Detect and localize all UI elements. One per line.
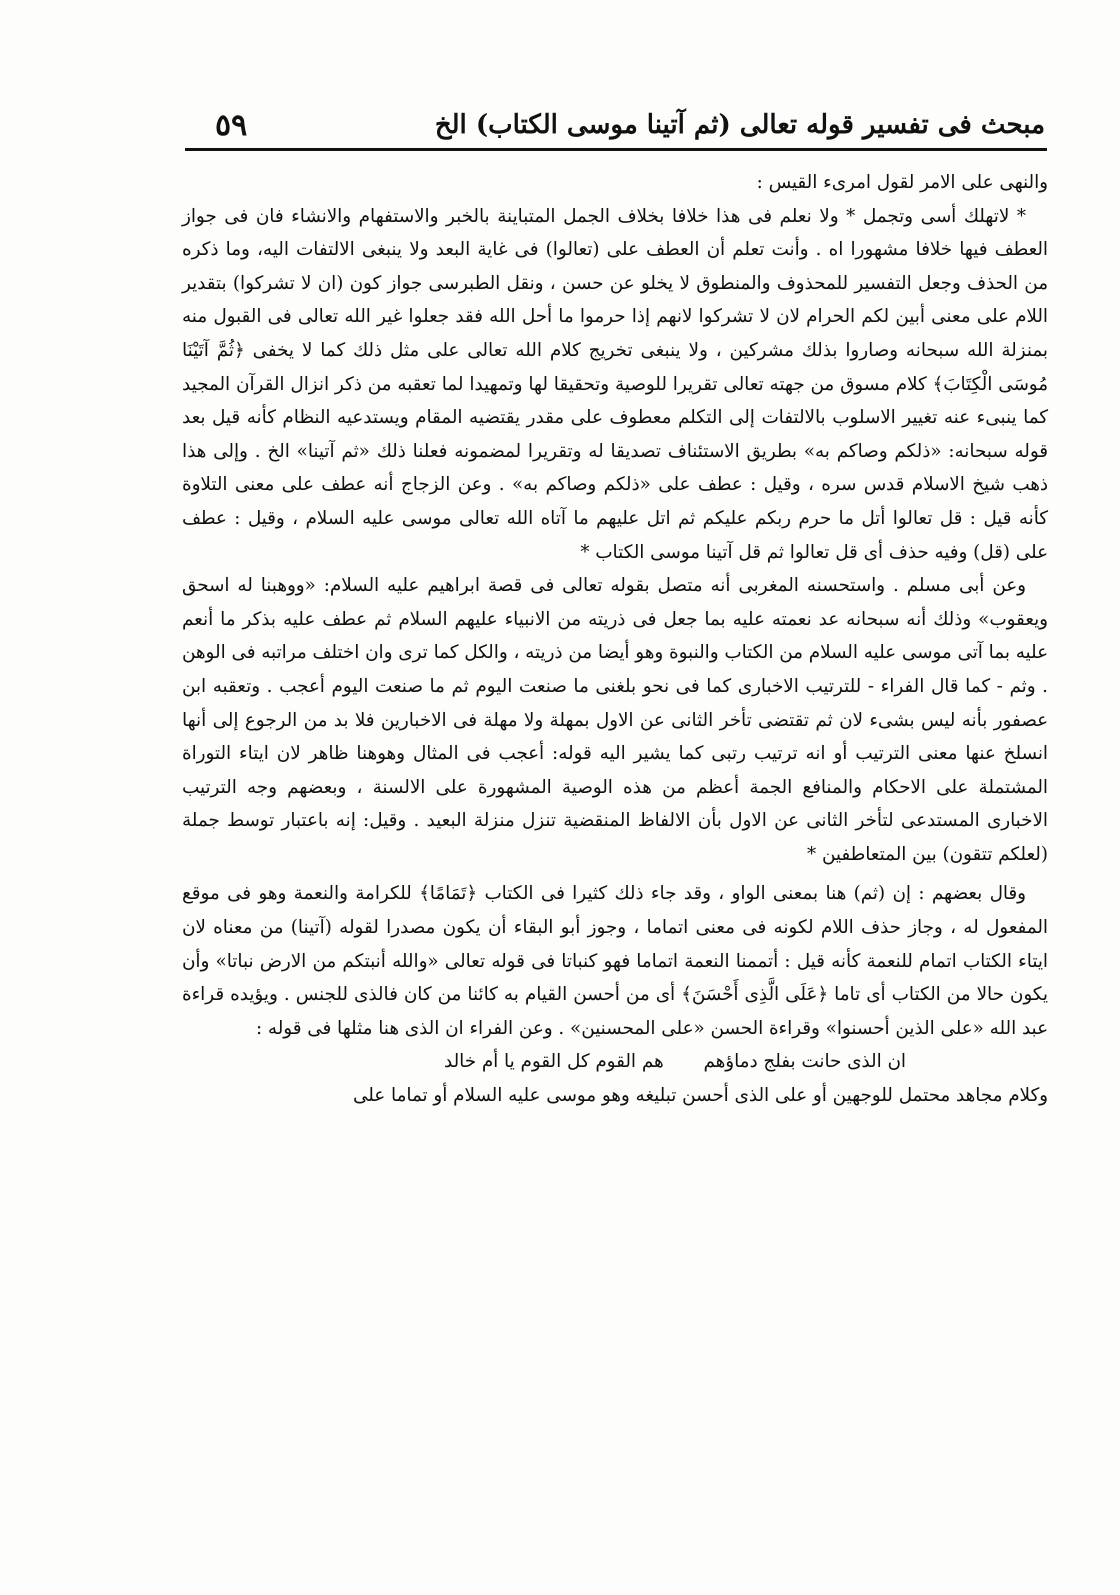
paragraph: وعن أبى مسلم . واستحسنه المغربى أنه متصل بقوله تعالى فى قصة ابراهيم عليه السلام: «ووهبنا له اسحق ويعقوب» وذلك أنه سبحانه عد نعمته عليه بما جعل فى ذريته من الانبياء عليهم السلام ثم عطف عليه بذكر ما أنعم عليه بما آتى موسى عليه السلام من الكتاب والنبوة وهو أيضا من ذريته ، والكل كما ترى وان اختلف مراتبه فى الوهن . وثم - كما قال الفراء - للترتيب الاخبارى كما فى نحو بلغنى ما صنعت اليوم ثم ما صنعت اليوم أعجب . وتعقبه ابن عصفور بأنه ليس بشىء لان ثم تقتضى تأخر الثانى عن الاول بمهلة ولا مهلة فى الاخبارين فلا بد من الرجوع إلى أنها انسلخ عنها معنى الترتيب أو انه ترتيب رتبى كما يشير اليه قوله: أعجب فى المثال وهوهنا ظاهر لان ايتاء التوراة المشتملة على الاحكام والمنافع الجمة أعظم من هذه الوصية المشهورة على الالسنة ، وبعضهم وجه الترتيب الاخبارى المستدعى لتأخر الثانى عن الاول بأن الالفاظ المنقضية تنزل منزلة البعيد . وقيل: إنه باعتبار توسط جملة (لعلكم تتقون) بين المتعاطفين * (182, 575, 1048, 865)
verse-hemistich-1: ان الذى حانت بفلج دماؤهم (703, 1051, 906, 1073)
running-title: مبحث فى تفسير قوله تعالى (ثم آتينا موسى الكتاب) الخ (434, 110, 1045, 140)
page-number: ٥٩ (215, 108, 248, 143)
paragraph: وقال بعضهم : إن (ثم) هنا بمعنى الواو ، وقد جاء ذلك كثيرا فى الكتاب ﴿تَمَامًا﴾ للكرامة والنعمة وهو فى موقع المفعول له ، وجاز حذف اللام لكونه فى معنى اتماما ، وجوز أبو البقاء أن يكون مصدرا لقوله (آتينا) من معناه لان ايتاء الكتاب اتمام للنعمة كأنه قيل : أتممنا النعمة اتماما فهو كنباتا فى قوله تعالى «والله أنبتكم من الارض نباتا» وأن يكون حالا من الكتاب أى تاما ﴿عَلَى الَّذِى أَحْسَنَ﴾ أى من أحسن القيام به كائنا من كان فالذى للجنس . ويؤيده قراءة عبد الله «على الذين أحسنوا» وقراءة الحسن «على المحسنين» . وعن الفراء ان الذى هنا مثلها فى قوله : (182, 883, 1048, 1039)
paragraph: * لاتهلك أسى وتجمل * ولا نعلم فى هذا خلافا بخلاف الجمل المتباينة بالخبر والاستفهام والانشاء فان فى جواز العطف فيها خلافا مشهورا اه . وأنت تعلم أن العطف على (تعالوا) فى غاية البعد ولا ينبغى الالتفات اليه، وما ذكره من الحذف وجعل التفسير للمحذوف والمنطوق لا يخلو عن حسن ، ونقل الطبرسى جواز كون (ان لا تشركوا) بتقدير اللام على معنى أبين لكم الحرام لان لا تشركوا لانهم إذا حرموا ما أحل الله فقد جعلوا غير الله تعالى فى القبول منه بمنزلة الله سبحانه وصاروا بذلك مشركين ، ولا ينبغى تخريج كلام الله تعالى على مثل ذلك كما لا يخفى ﴿ثُمَّ آتَيْنَا مُوسَى الْكِتَابَ﴾ كلام مسوق من جهته تعالى تقريرا للوصية وتحقيقا لها وتمهيدا لما تعقبه من ذكر انزال القرآن المجيد كما ينبىء عنه تغيير الاسلوب بالالتفات إلى التكلم معطوف على مقدر يقتضيه المقام ويستدعيه النظام كأنه قيل بعد قوله سبحانه: «ذلكم وصاكم به» بطريق الاستئناف تصديقا له وتقريرا لمضمونه فعلنا ذلك «ثم آتينا» الخ . وإلى هذا ذهب شيخ الاسلام قدس سره ، وقيل : عطف على «ذلكم وصاكم به» . وعن الزجاج أنه عطف على معنى التلاوة كأنه قيل : قل تعالوا أتل ما حرم ربكم عليكم ثم اتل عليهم ما آتاه الله تعالى موسى عليه السلام ، وقيل : عطف على (قل) وفيه حذف أى قل تعالوا ثم قل آتينا موسى الكتاب * (182, 205, 1048, 563)
verse-hemistich-2: هم القوم كل القوم يا أم خالد (444, 1051, 664, 1073)
verse-line (182, 1045, 1048, 1079)
header-rule (185, 148, 1047, 151)
paragraph: والنهى على الامر لقول امرىء القيس : (756, 172, 1048, 193)
page-header (185, 108, 1045, 150)
closing-line: وكلام مجاهد محتمل للوجهين أو على الذى أحسن تبليغه وهو موسى عليه السلام أو تماما على (353, 1085, 1048, 1107)
page-body (182, 166, 1048, 1113)
